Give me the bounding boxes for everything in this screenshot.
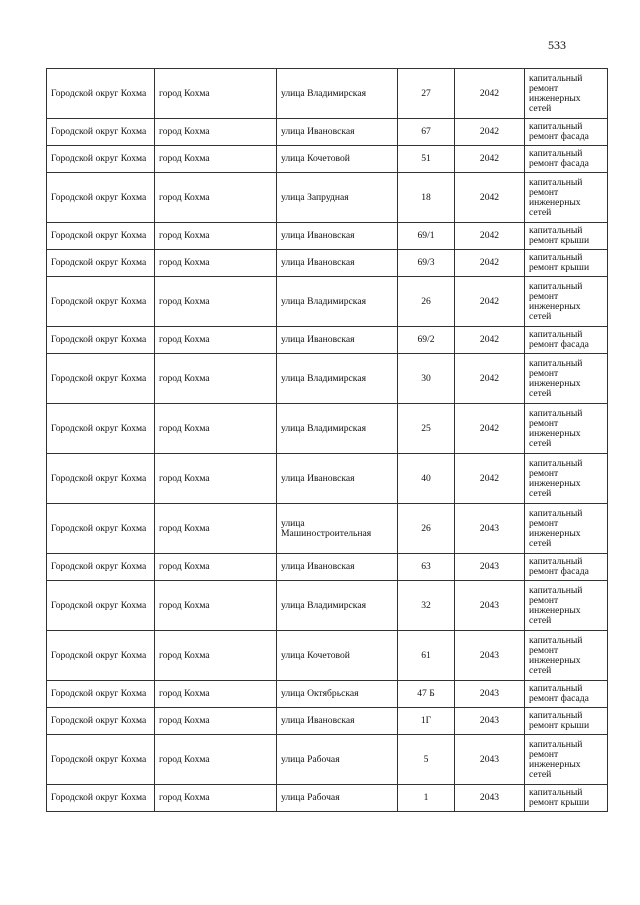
municipality-cell: Городской округ Кохма [47, 681, 155, 708]
house-number-cell: 63 [398, 554, 455, 581]
page-number: 533 [548, 38, 566, 52]
street-cell: улица Ивановская [277, 708, 398, 735]
year-cell: 2043 [455, 681, 525, 708]
year-cell: 2043 [455, 785, 525, 812]
house-number-cell: 51 [398, 146, 455, 173]
work-type-cell: капитальный ремонт инженерных сетей [525, 631, 608, 681]
house-number-cell: 69/3 [398, 250, 455, 277]
table-row [47, 785, 608, 812]
repair-schedule-table [46, 68, 608, 812]
house-number-cell: 40 [398, 454, 455, 504]
street-cell: улица Ивановская [277, 223, 398, 250]
table-row [47, 277, 608, 327]
year-cell: 2042 [455, 277, 525, 327]
work-type-cell: капитальный ремонт инженерных сетей [525, 277, 608, 327]
street-cell: улица Кочетовой [277, 631, 398, 681]
municipality-cell: Городской округ Кохма [47, 554, 155, 581]
table-row [47, 173, 608, 223]
table-row [47, 581, 608, 631]
settlement-cell: город Кохма [155, 223, 277, 250]
year-cell: 2042 [455, 69, 525, 119]
year-cell: 2043 [455, 554, 525, 581]
street-cell: улица Рабочая [277, 785, 398, 812]
street-cell: улица Владимирская [277, 69, 398, 119]
work-type-cell: капитальный ремонт инженерных сетей [525, 504, 608, 554]
settlement-cell: город Кохма [155, 404, 277, 454]
house-number-cell: 69/1 [398, 223, 455, 250]
street-cell: улица Ивановская [277, 327, 398, 354]
year-cell: 2043 [455, 631, 525, 681]
settlement-cell: город Кохма [155, 454, 277, 504]
work-type-cell: капитальный ремонт инженерных сетей [525, 354, 608, 404]
work-type-cell: капитальный ремонт крыши [525, 250, 608, 277]
house-number-cell: 26 [398, 277, 455, 327]
table-row [47, 708, 608, 735]
work-type-cell: капитальный ремонт крыши [525, 785, 608, 812]
street-cell: улица Владимирская [277, 277, 398, 327]
work-type-cell: капитальный ремонт инженерных сетей [525, 173, 608, 223]
street-cell: улица Машиностроительная [277, 504, 398, 554]
house-number-cell: 25 [398, 404, 455, 454]
settlement-cell: город Кохма [155, 173, 277, 223]
work-type-cell: капитальный ремонт фасада [525, 554, 608, 581]
street-cell: улица Владимирская [277, 404, 398, 454]
table-row [47, 631, 608, 681]
table-row [47, 681, 608, 708]
municipality-cell: Городской округ Кохма [47, 277, 155, 327]
municipality-cell: Городской округ Кохма [47, 785, 155, 812]
house-number-cell: 26 [398, 504, 455, 554]
settlement-cell: город Кохма [155, 250, 277, 277]
municipality-cell: Городской округ Кохма [47, 69, 155, 119]
house-number-cell: 5 [398, 735, 455, 785]
settlement-cell: город Кохма [155, 327, 277, 354]
municipality-cell: Городской округ Кохма [47, 708, 155, 735]
settlement-cell: город Кохма [155, 504, 277, 554]
year-cell: 2042 [455, 250, 525, 277]
table-row [47, 504, 608, 554]
year-cell: 2042 [455, 327, 525, 354]
street-cell: улица Владимирская [277, 581, 398, 631]
municipality-cell: Городской округ Кохма [47, 581, 155, 631]
street-cell: улица Ивановская [277, 119, 398, 146]
table-row [47, 554, 608, 581]
municipality-cell: Городской округ Кохма [47, 327, 155, 354]
settlement-cell: город Кохма [155, 785, 277, 812]
house-number-cell: 61 [398, 631, 455, 681]
work-type-cell: капитальный ремонт инженерных сетей [525, 735, 608, 785]
year-cell: 2042 [455, 454, 525, 504]
table-row [47, 327, 608, 354]
table-row [47, 354, 608, 404]
street-cell: улица Запрудная [277, 173, 398, 223]
house-number-cell: 1 [398, 785, 455, 812]
house-number-cell: 1Г [398, 708, 455, 735]
table-row [47, 119, 608, 146]
street-cell: улица Ивановская [277, 454, 398, 504]
house-number-cell: 27 [398, 69, 455, 119]
street-cell: улица Кочетовой [277, 146, 398, 173]
year-cell: 2043 [455, 581, 525, 631]
table-body [47, 69, 608, 812]
year-cell: 2043 [455, 504, 525, 554]
settlement-cell: город Кохма [155, 554, 277, 581]
settlement-cell: город Кохма [155, 581, 277, 631]
house-number-cell: 69/2 [398, 327, 455, 354]
work-type-cell: капитальный ремонт фасада [525, 119, 608, 146]
year-cell: 2042 [455, 354, 525, 404]
settlement-cell: город Кохма [155, 277, 277, 327]
municipality-cell: Городской округ Кохма [47, 223, 155, 250]
street-cell: улица Ивановская [277, 250, 398, 277]
house-number-cell: 18 [398, 173, 455, 223]
table-row [47, 223, 608, 250]
table-row [47, 404, 608, 454]
year-cell: 2043 [455, 708, 525, 735]
table-row [47, 250, 608, 277]
work-type-cell: капитальный ремонт фасада [525, 681, 608, 708]
municipality-cell: Городской округ Кохма [47, 354, 155, 404]
settlement-cell: город Кохма [155, 681, 277, 708]
settlement-cell: город Кохма [155, 735, 277, 785]
table-row [47, 69, 608, 119]
work-type-cell: капитальный ремонт фасада [525, 327, 608, 354]
work-type-cell: капитальный ремонт крыши [525, 708, 608, 735]
street-cell: улица Владимирская [277, 354, 398, 404]
municipality-cell: Городской округ Кохма [47, 173, 155, 223]
table-row [47, 735, 608, 785]
settlement-cell: город Кохма [155, 119, 277, 146]
table-row [47, 146, 608, 173]
year-cell: 2042 [455, 146, 525, 173]
municipality-cell: Городской округ Кохма [47, 631, 155, 681]
year-cell: 2042 [455, 173, 525, 223]
street-cell: улица Рабочая [277, 735, 398, 785]
street-cell: улица Октябрьская [277, 681, 398, 708]
settlement-cell: город Кохма [155, 631, 277, 681]
work-type-cell: капитальный ремонт инженерных сетей [525, 454, 608, 504]
year-cell: 2043 [455, 735, 525, 785]
municipality-cell: Городской округ Кохма [47, 454, 155, 504]
year-cell: 2042 [455, 119, 525, 146]
settlement-cell: город Кохма [155, 354, 277, 404]
table-row [47, 454, 608, 504]
work-type-cell: капитальный ремонт инженерных сетей [525, 404, 608, 454]
work-type-cell: капитальный ремонт крыши [525, 223, 608, 250]
municipality-cell: Городской округ Кохма [47, 119, 155, 146]
municipality-cell: Городской округ Кохма [47, 404, 155, 454]
municipality-cell: Городской округ Кохма [47, 735, 155, 785]
municipality-cell: Городской округ Кохма [47, 250, 155, 277]
work-type-cell: капитальный ремонт инженерных сетей [525, 581, 608, 631]
year-cell: 2042 [455, 404, 525, 454]
house-number-cell: 32 [398, 581, 455, 631]
year-cell: 2042 [455, 223, 525, 250]
work-type-cell: капитальный ремонт фасада [525, 146, 608, 173]
house-number-cell: 67 [398, 119, 455, 146]
settlement-cell: город Кохма [155, 146, 277, 173]
settlement-cell: город Кохма [155, 708, 277, 735]
work-type-cell: капитальный ремонт инженерных сетей [525, 69, 608, 119]
settlement-cell: город Кохма [155, 69, 277, 119]
house-number-cell: 30 [398, 354, 455, 404]
municipality-cell: Городской округ Кохма [47, 504, 155, 554]
house-number-cell: 47 Б [398, 681, 455, 708]
street-cell: улица Ивановская [277, 554, 398, 581]
municipality-cell: Городской округ Кохма [47, 146, 155, 173]
